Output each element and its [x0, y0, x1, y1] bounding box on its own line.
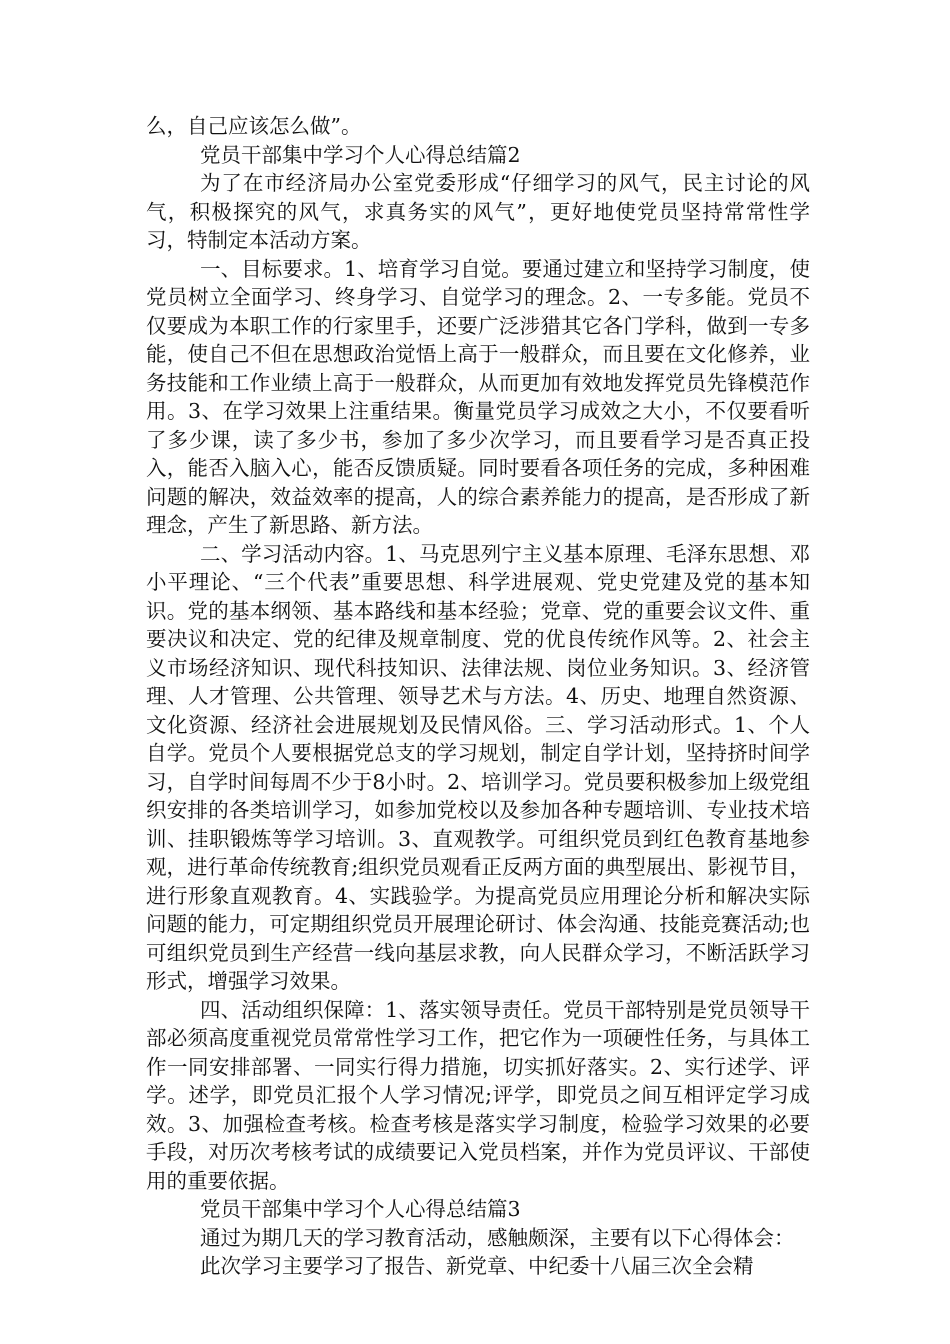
document-body	[146, 112, 810, 1281]
section-2-guarantee-paragraph: 四、活动组织保障：1、落实领导责任。党员干部特别是党员领导干部必须高度重视党员常常性学习工作，把它作为一项硬性任务，与具体工作一同安排部署、一同实行得力措施，切实抓好落实。2、实行述学、评学。述学，即党员汇报个人学习情况;评学，即党员之间互相评定学习成效。3、加强检查考核。检查考核是落实学习制度，检验学习效果的必要手段，对历次考核考试的成绩要记入党员档案，并作为党员评议、干部使用的重要依据。	[146, 997, 810, 1193]
section-3-body-paragraph: 此次学习主要学习了报告、新党章、中纪委十八届三次全会精	[200, 1254, 754, 1278]
section-2-intro-paragraph: 为了在市经济局办公室党委形成“仔细学习的风气，民主讨论的风气，积极探究的风气，求真务实的风气”，更好地使党员坚持常常性学习，特制定本活动方案。	[146, 171, 810, 252]
section-2-title: 党员干部集中学习个人心得总结篇2	[200, 142, 521, 167]
section-2-content-paragraph: 二、学习活动内容。1、马克思列宁主义基本原理、毛泽东思想、邓小平理论、“三个代表”重要思想、科学进展观、党史党建及党的基本知识。党的基本纲领、基本路线和基本经验；党章、党的重要会议文件、重要决议和决定、党的纪律及规章制度、党的优良传统作风等。2、社会主义市场经济知识、现代科技知识、法律法规、岗位业务知识。3、经济管理、人才管理、公共管理、领导艺术与方法。4、历史、地理自然资源、文化资源、经济社会进展规划及民情风俗。三、学习活动形式。1、个人自学。党员个人要根据党总支的学习规划，制定自学计划，坚持挤时间学习，自学时间每周不少于8小时。2、培训学习。党员要积极参加上级党组织安排的各类培训学习，如参加党校以及参加各种专题培训、专业技术培训、挂职锻炼等学习培训。3、直观教学。可组织党员到红色教育基地参观，进行革命传统教育;组织党员观看正反两方面的典型展出、影视节目，进行形象直观教育。4、实践验学。为提高党员应用理论分析和解决实际问题的能力，可定期组织党员开展理论研讨、体会沟通、技能竞赛活动;也可组织党员到生产经营一线向基层求教，向人民群众学习，不断活跃学习形式，增强学习效果。	[146, 541, 810, 993]
section-3-title: 党员干部集中学习个人心得总结篇3	[200, 1197, 521, 1221]
section-2-goals-paragraph: 一、目标要求。1、培育学习自觉。要通过建立和坚持学习制度，使党员树立全面学习、终身学习、自觉学习的理念。2、一专多能。党员不仅要成为本职工作的行家里手，还要广泛涉猎其它各门学科，做到一专多能，使自己不但在思想政治觉悟上高于一般群众，而且要在文化修养，业务技能和工作业绩上高于一般群众，从而更加有效地发挥党员先锋模范作用。3、在学习效果上注重结果。衡量党员学习成效之大小，不仅要看听了多少课，读了多少书，参加了多少次学习，而且要看学习是否真正投入，能否入脑入心，能否反馈质疑。同时要看各项任务的完成，多种困难问题的解决，效益效率的提高，人的综合素养能力的提高，是否形成了新理念，产生了新思路、新方法。	[146, 256, 810, 537]
continuation-paragraph: 么，自己应该怎么做”。	[146, 114, 362, 138]
section-3-intro-paragraph: 通过为期几天的学习教育活动，感触颇深，主要有以下心得体会：	[200, 1225, 795, 1250]
